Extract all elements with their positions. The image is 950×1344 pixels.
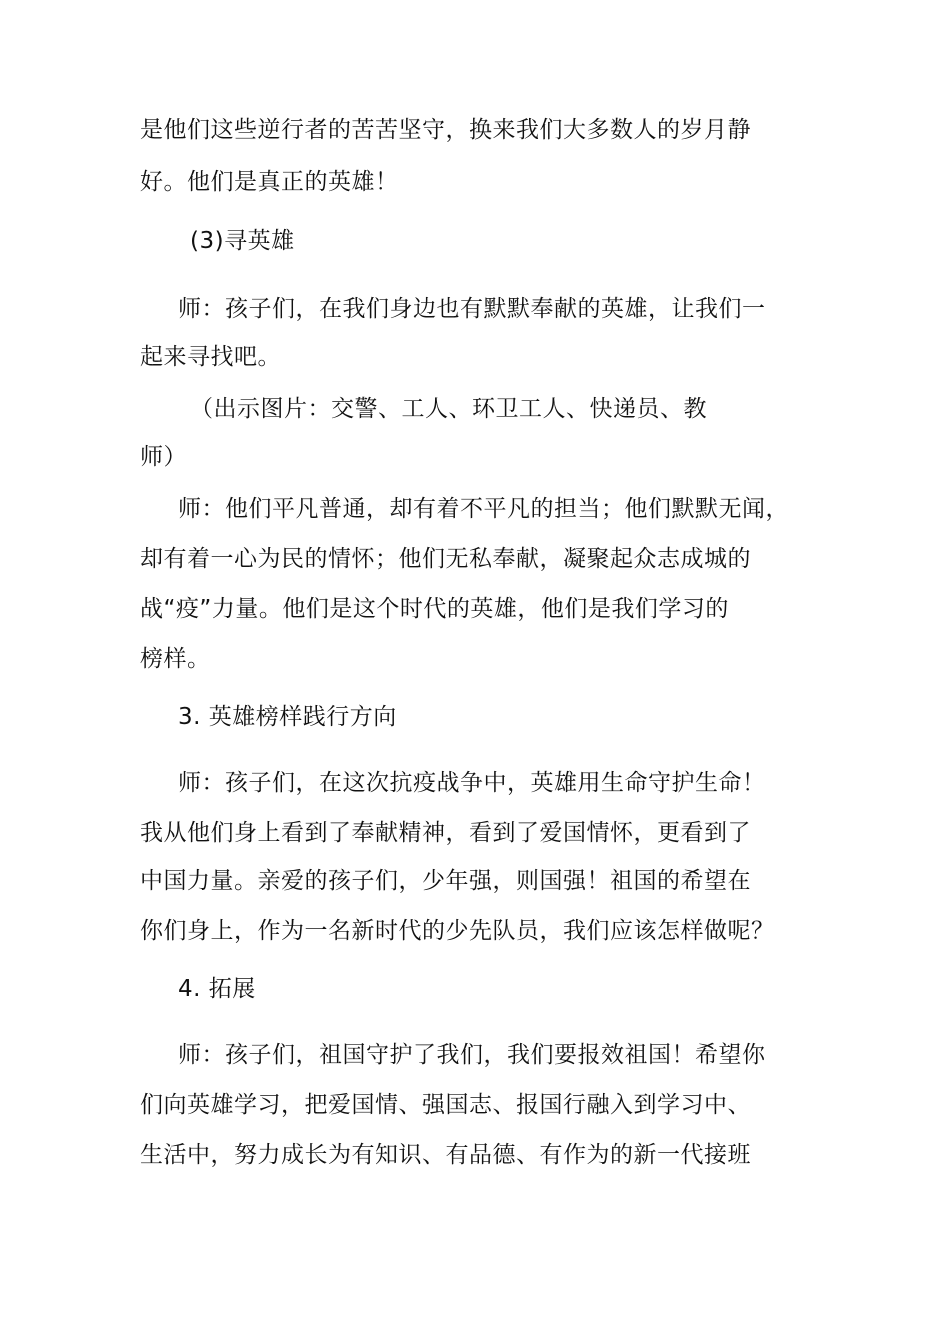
section-heading: 3. 英雄榜样践行方向 — [178, 704, 397, 730]
text-line: 好。他们是真正的英雄！ — [140, 169, 399, 195]
text-line: 师：孩子们，祖国守护了我们，我们要报效祖国！希望你 — [178, 1042, 766, 1068]
text-line: 中国力量。亲爱的孩子们，少年强，则国强！祖国的希望在 — [140, 868, 751, 894]
text-line: 生活中，努力成长为有知识、有品德、有作为的新一代接班 — [140, 1142, 751, 1168]
text-line: 师：孩子们，在这次抗疫战争中，英雄用生命守护生命！ — [178, 770, 766, 796]
text-line: 你们身上，作为一名新时代的少先队员，我们应该怎样做呢？ — [140, 918, 775, 944]
text-line: 是他们这些逆行者的苦苦坚守，换来我们大多数人的岁月静 — [140, 117, 751, 143]
section-heading: (3)寻英雄 — [190, 228, 295, 254]
text-line: 我从他们身上看到了奉献精神，看到了爱国情怀，更看到了 — [140, 820, 751, 846]
text-line: 却有着一心为民的情怀；他们无私奉献，凝聚起众志成城的 — [140, 546, 751, 572]
text-line: 榜样。 — [140, 646, 211, 672]
text-line: （出示图片：交警、工人、环卫工人、快递员、教 — [190, 396, 707, 422]
text-line: 起来寻找吧。 — [140, 344, 281, 370]
text-line: 师：他们平凡普通，却有着不平凡的担当；他们默默无闻， — [178, 496, 789, 522]
section-heading: 4. 拓展 — [178, 976, 256, 1002]
text-line: 师：孩子们，在我们身边也有默默奉献的英雄，让我们一 — [178, 296, 766, 322]
text-line: 战“疫”力量。他们是这个时代的英雄，他们是我们学习的 — [140, 596, 729, 622]
text-line: 师） — [140, 444, 187, 470]
text-line: 们向英雄学习，把爱国情、强国志、报国行融入到学习中、 — [140, 1092, 751, 1118]
